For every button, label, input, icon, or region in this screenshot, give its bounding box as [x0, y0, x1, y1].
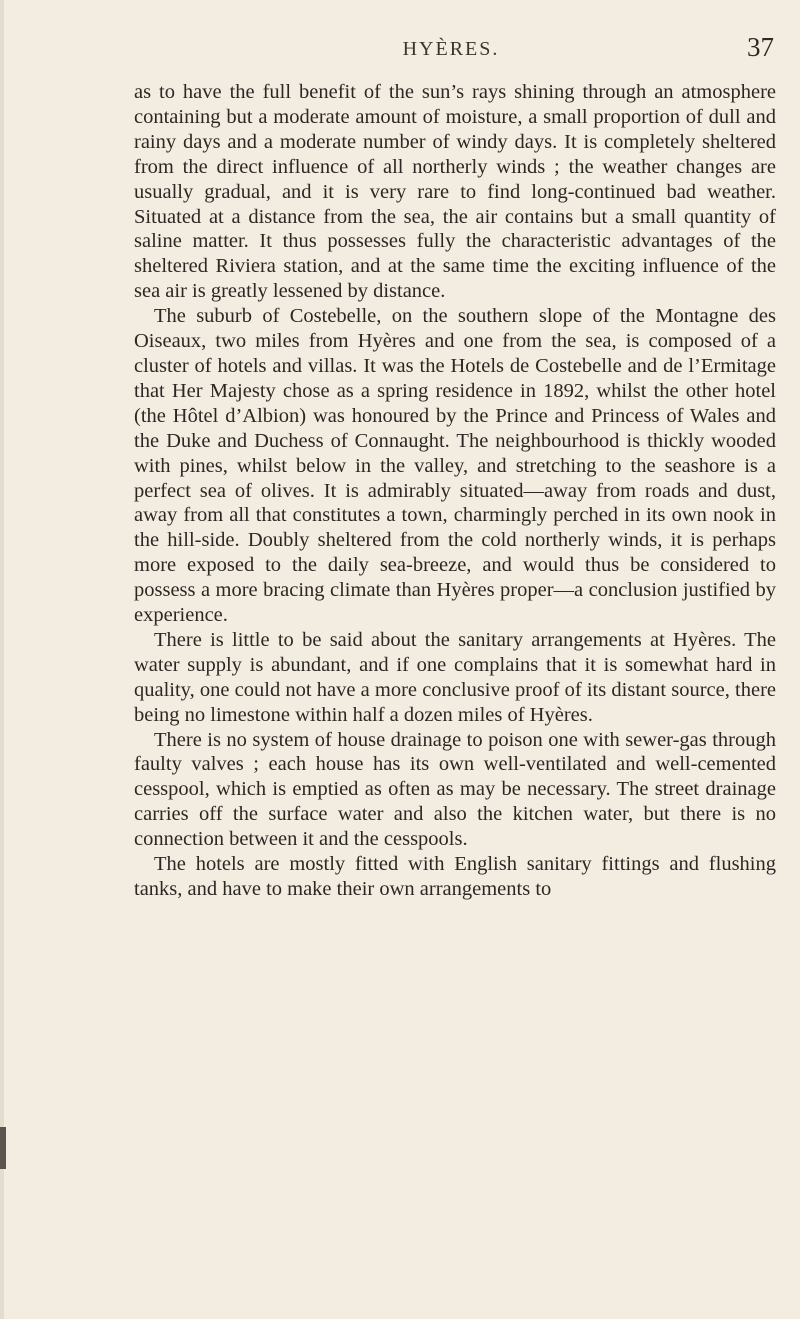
page-header — [128, 32, 774, 72]
paragraph-costebelle: The suburb of Costebelle, on the southern slope of the Montagne des Oiseaux, two miles from Hyères and one from the sea, is composed of a cluster of hotels and villas. It was the Hotels de Costebelle and de l’Ermitage that Her Majesty chose as a spring residence in 1892, whilst the other hotel (the Hôtel d’Albion) was honoured by the Prince and Princess of Wales and the Duke and Duchess of Connaught. The neighbourhood is thickly wooded with pines, whilst below in the valley, and stretching to the seashore is a perfect sea of olives. It is admirably situated—away from roads and dust, away from all that constitutes a town, charmingly perched in its own nook in the hill-side. Doubly sheltered from the cold northerly winds, it is perhaps more exposed to the daily sea-breeze, and would thus be considered to possess a more bracing climate than Hyères proper—a conclusion justified by experience. — [134, 305, 776, 627]
running-head: HYÈRES. — [402, 38, 500, 60]
paragraph-drainage: There is no system of house drainage to poison one with sewer-gas through faulty valves ; each house has its own well-ventilated and well-cemented cesspool, which is emptied as often as may be necessary. The street drainage carries off the surface water and also the kitchen water, but there is no connection between it and the cesspools. — [134, 728, 776, 851]
paragraph-sanitary: There is little to be said about the sanitary arrangements at Hyères. The water supply is abundant, and if one complains that it is somewhat hard in quality, one could not have a more conclusive proof of its distant source, there being no limestone within half a dozen miles of Hyères. — [134, 628, 776, 726]
paragraph-hotels: The hotels are mostly fitted with English sanitary fittings and flushing tanks, and have to make their own arrangements to — [134, 853, 776, 900]
body-text — [134, 80, 776, 902]
page-gutter — [0, 0, 4, 1319]
page-edge-mark — [0, 1127, 6, 1169]
page-number: 37 — [747, 32, 774, 62]
paragraph-continuation: as to have the full benefit of the sun’s rays shining through an atmosphere containing but a moderate amount of moisture, a small proportion of dull and rainy days and a moderate number of windy days. It is completely sheltered from the direct influence of all northerly winds ; the weather changes are usually gradual, and it is very rare to find long-continued bad weather. Situated at a distance from the sea, the air contains but a small quantity of saline matter. It thus possesses fully the characteristic advantages of the sheltered Riviera station, and at the same time the exciting influence of the sea air is greatly lessened by distance. — [134, 81, 776, 303]
